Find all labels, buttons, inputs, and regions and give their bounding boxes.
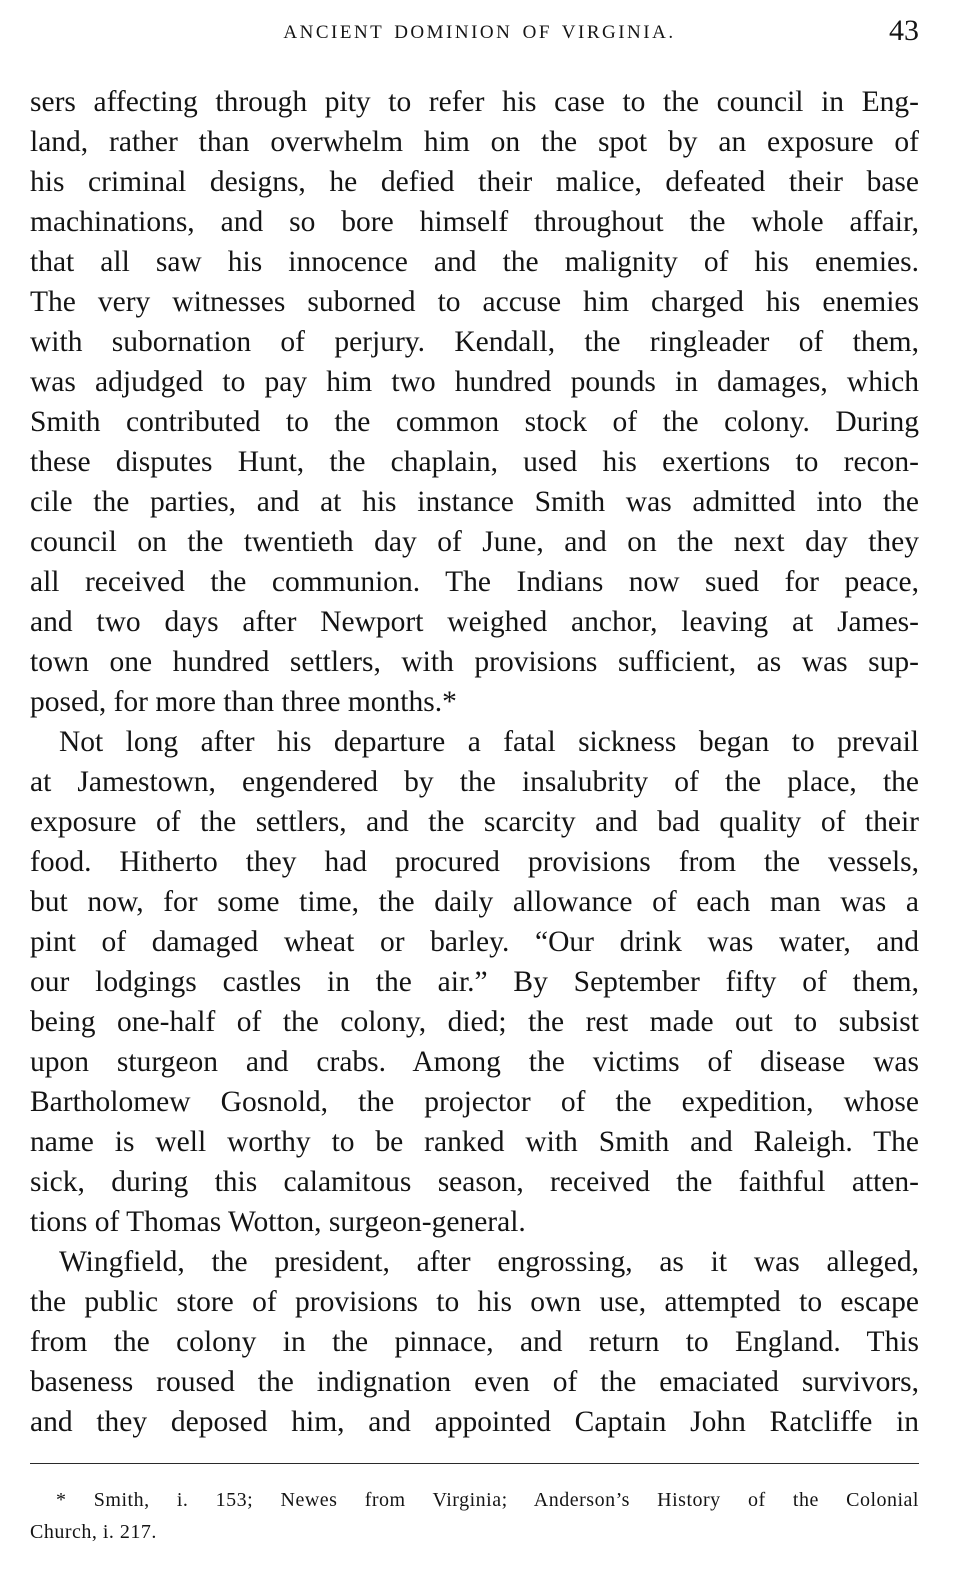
- paragraph: [30, 722, 919, 1242]
- book-page: [30, 0, 919, 1584]
- text-line: council on the twentieth day of June, and on the next day they: [30, 526, 919, 558]
- text-line: his criminal designs, he defied their malice, defeated their base: [30, 166, 919, 198]
- page-number: 43: [889, 14, 919, 47]
- text-line: food. Hitherto they had procured provisions from the vessels,: [30, 846, 919, 878]
- text-line: with subornation of perjury. Kendall, the ringleader of them,: [30, 326, 919, 358]
- text-line: Wingfield, the president, after engrossing, as it was alleged,: [59, 1246, 919, 1278]
- text-line: cile the parties, and at his instance Smith was admitted into the: [30, 486, 919, 518]
- text-line: all received the communion. The Indians now sued for peace,: [30, 566, 919, 598]
- text-line: The very witnesses suborned to accuse him charged his enemies: [30, 286, 919, 318]
- text-line: sick, during this calamitous season, received the faithful atten-: [30, 1166, 919, 1198]
- running-title: ANCIENT DOMINION OF VIRGINIA.: [283, 22, 676, 43]
- text-line: Bartholomew Gosnold, the projector of the expedition, whose: [30, 1086, 919, 1118]
- footnote-line: Church, i. 217.: [30, 1521, 157, 1543]
- text-line: from the colony in the pinnace, and return to England. This: [30, 1326, 919, 1358]
- text-line: machinations, and so bore himself throughout the whole affair,: [30, 206, 919, 238]
- footnote-line: * Smith, i. 153; Newes from Virginia; Anderson’s History of the Colonial: [56, 1489, 919, 1511]
- text-line: land, rather than overwhelm him on the spot by an exposure of: [30, 126, 919, 158]
- paragraph: [30, 82, 919, 722]
- text-line: the public store of provisions to his own use, attempted to escape: [30, 1286, 919, 1318]
- footnote-divider: [30, 1463, 919, 1464]
- text-line: tions of Thomas Wotton, surgeon-general.: [30, 1206, 526, 1238]
- text-line: and two days after Newport weighed anchor, leaving at James-: [30, 606, 919, 638]
- text-line: exposure of the settlers, and the scarcity and bad quality of their: [30, 806, 919, 838]
- body-text: [30, 82, 919, 1442]
- text-line: these disputes Hunt, the chaplain, used his exertions to recon-: [30, 446, 919, 478]
- text-line: Not long after his departure a fatal sickness began to prevail: [59, 726, 919, 758]
- text-line: posed, for more than three months.*: [30, 686, 457, 718]
- footnote: [30, 1484, 919, 1548]
- text-line: baseness roused the indignation even of the emaciated survivors,: [30, 1366, 919, 1398]
- text-line: pint of damaged wheat or barley. “Our drink was water, and: [30, 926, 919, 958]
- text-line: at Jamestown, engendered by the insalubrity of the place, the: [30, 766, 919, 798]
- text-line: but now, for some time, the daily allowance of each man was a: [30, 886, 919, 918]
- text-line: being one-half of the colony, died; the rest made out to subsist: [30, 1006, 919, 1038]
- text-line: that all saw his innocence and the malignity of his enemies.: [30, 246, 919, 278]
- text-line: Smith contributed to the common stock of the colony. During: [30, 406, 919, 438]
- paragraph: [30, 1242, 919, 1442]
- text-line: was adjudged to pay him two hundred pounds in damages, which: [30, 366, 919, 398]
- text-line: sers affecting through pity to refer his case to the council in Eng-: [30, 86, 919, 118]
- text-line: and they deposed him, and appointed Captain John Ratcliffe in: [30, 1406, 919, 1438]
- running-head: [30, 14, 919, 54]
- text-line: upon sturgeon and crabs. Among the victims of disease was: [30, 1046, 919, 1078]
- text-line: name is well worthy to be ranked with Smith and Raleigh. The: [30, 1126, 919, 1158]
- text-line: town one hundred settlers, with provisions sufficient, as was sup-: [30, 646, 919, 678]
- text-line: our lodgings castles in the air.” By September fifty of them,: [30, 966, 919, 998]
